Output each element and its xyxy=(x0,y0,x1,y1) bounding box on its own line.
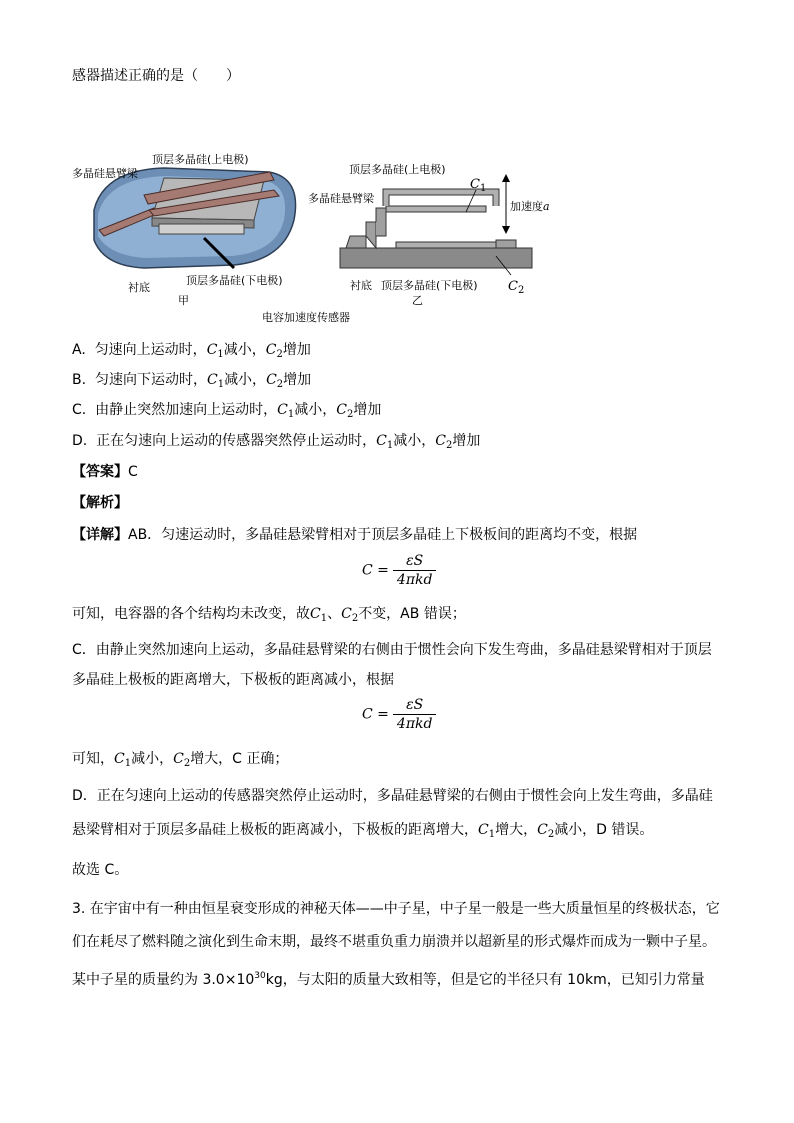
formula-2: C = $\frac{\varepsilon S}{\text{4πkd}}$ xyxy=(362,697,436,732)
conclusion: 故选 C。 xyxy=(72,862,129,878)
option-b: B. 匀速向下运动时，$C_1$减小，$C_2$增加 xyxy=(72,372,312,390)
yi-label-c2: $C_2$ xyxy=(508,279,525,296)
q3-line1: 3. 在宇宙中有一种由恒星衰变形成的神秘天体——中子星，中子星一般是一些大质量恒星的终极状态，它 xyxy=(72,901,720,917)
jia-label-top: 顶层多晶硅(上电极) xyxy=(152,153,249,166)
option-a: A. 匀速向上运动时，$C_1$减小，$C_2$增加 xyxy=(72,342,311,360)
question-stem: 感器描述正确的是（ ） xyxy=(72,68,240,84)
detail-p3: C．由静止突然加速向上运动，多晶硅悬臂梁的右侧由于惯性会向下发生弯曲，多晶硅悬梁臂相对于顶层 xyxy=(72,642,712,658)
yi-label-accel: 加速度a xyxy=(510,200,550,213)
yi-label-top: 顶层多晶硅(上电极) xyxy=(349,163,446,176)
detail-p5: 可知，$C_1$减小，$C_2$增大，C 正确； xyxy=(72,751,289,769)
option-d: D. 正在匀速向上运动的传感器突然停止运动时，$C_1$减小，$C_2$增加 xyxy=(72,433,481,451)
answer: 【答案】C xyxy=(72,464,138,480)
jia-label-substrate: 衬底 xyxy=(128,281,150,294)
yi-label-c1: $C_1$ xyxy=(470,177,487,194)
jia-label-left: 多晶硅悬臂梁 xyxy=(72,167,138,180)
detail-p6: D．正在匀速向上运动的传感器突然停止运动时，多晶硅悬臂梁的右侧由于惯性会向上发生弯曲，多晶硅 xyxy=(72,788,713,804)
analysis-tag: 【解析】 xyxy=(72,495,128,511)
figure-yi xyxy=(336,170,536,280)
yi-label-left: 多晶硅悬臂梁 xyxy=(308,192,374,205)
yi-label-bottom: 顶层多晶硅(下电极) xyxy=(381,279,478,292)
figure-title: 电容加速度传感器 xyxy=(262,311,350,324)
detail-p1: 【详解】AB．匀速运动时，多晶硅悬梁臂相对于顶层多晶硅上下极板间的距离均不变，根据 xyxy=(72,527,638,543)
q3-line3: 某中子星的质量约为 $3.0\times 10^{30}kg$，与太阳的质量大致相等，但是它的半径只有 10km，已知引力常量 xyxy=(72,971,705,988)
option-c: C. 由静止突然加速向上运动时，$C_1$减小，$C_2$增加 xyxy=(72,402,382,420)
detail-p4: 多晶硅上极板的距离增大，下极板的距离减小，根据 xyxy=(72,672,394,688)
jia-caption: 甲 xyxy=(178,294,189,307)
jia-label-bottom-right: 顶层多晶硅(下电极) xyxy=(186,274,283,287)
detail-p2: 可知，电容器的各个结构均未改变，故$C_1$、$C_2$不变，AB 错误； xyxy=(72,606,466,624)
yi-label-substrate: 衬底 xyxy=(350,279,372,292)
yi-caption: 乙 xyxy=(412,294,423,307)
detail-p7: 悬梁臂相对于顶层多晶硅上极板的距离减小，下极板的距离增大，$C_1$增大，$C_2$减小，D 错误。 xyxy=(72,822,654,840)
formula-1: C = $\frac{\varepsilon S}{\text{4πkd}}$ xyxy=(362,553,436,588)
q3-line2: 们在耗尽了燃料随之演化到生命末期，最终不堪重负重力崩溃并以超新星的形式爆炸而成为一颗中子星。 xyxy=(72,934,716,950)
